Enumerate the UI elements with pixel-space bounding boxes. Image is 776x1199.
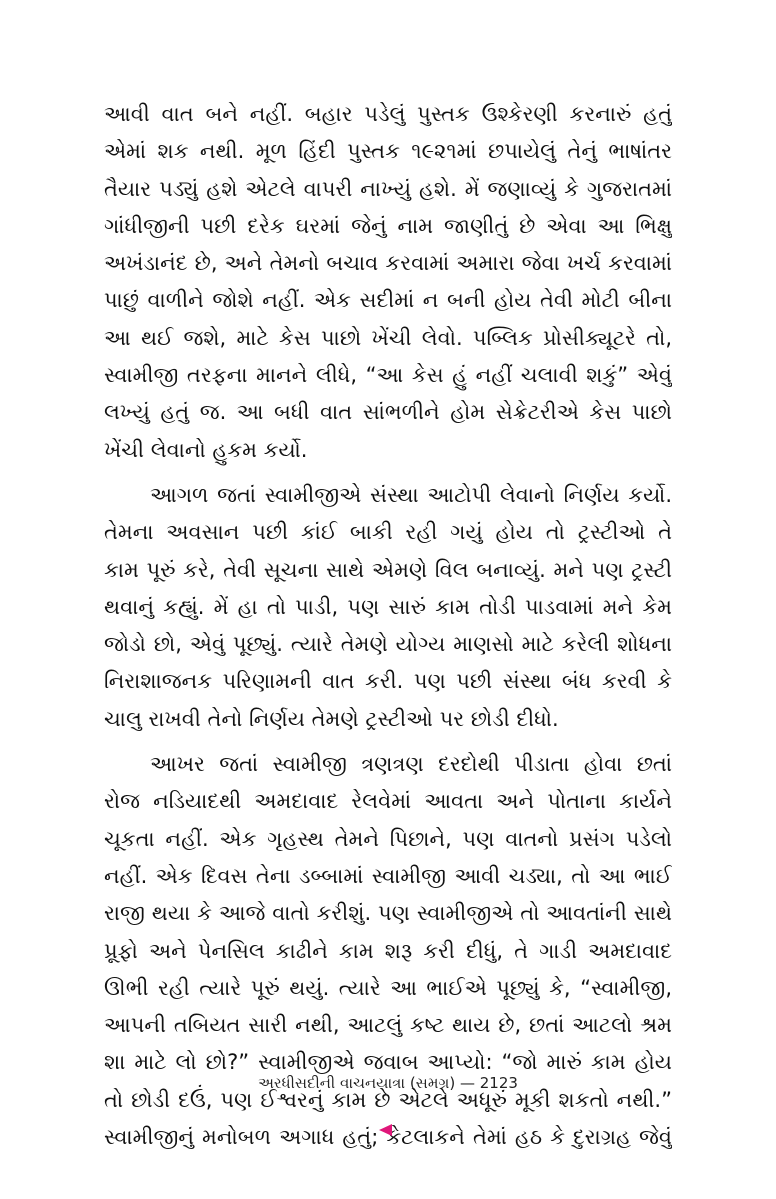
text-line: ખેંચી લેવાનો હુકમ કર્યો. (104, 437, 308, 462)
text-line: રાજી થયા કે આજે વાતો કરીશું. પણ સ્વામીજીએ તો આવતાંની સાથે (104, 901, 672, 926)
text-line: આખર જતાં સ્વામીજી ત્રણત્રણ દરદોથી પીડાતા હોવા છતાં (150, 752, 672, 777)
text-line: અખંડાનંદ છે, અને તેમનો બચાવ કરવામાં અમારા જેવા ખર્ચ કરવામાં (104, 251, 672, 276)
text-line: તેમના અવસાન પછી કાંઈ બાકી રહી ગયું હોય તો ટ્રસ્ટીઓ તે (104, 520, 672, 545)
text-line: સ્વામીજી તરફના માનને લીધે, “આ કેસ હું નહીં ચલાવી શકું” એવું (104, 363, 672, 388)
text-line: ચૂકતા નહીં. એક ગૃહસ્થ તેમને પિછાને, પણ વાતનો પ્રસંગ પડેલો (104, 826, 672, 851)
text-line: શા માટે લો છો?” સ્વામીજીએ જવાબ આપ્યો: “જો મારું કામ હોય (104, 1050, 672, 1075)
text-line: આપની તબિયત સારી નથી, આટલું કષ્ટ થાય છે, છતાં આટલો શ્રમ (104, 1013, 672, 1038)
text-line: આગળ જતાં સ્વામીજીએ સંસ્થા આટોપી લેવાનો નિર્ણય કર્યો. (150, 482, 672, 507)
page-footer: અરધીસદીની વાચનયાત્રા (સમગ્ર) — 2123 (258, 1074, 518, 1092)
paragraph-3 (104, 746, 672, 1156)
text-line: ઊભી રહી ત્યારે પૂરું થયું. ત્યારે આ ભાઈએ પૂછ્યું કે, “સ્વામીજી, (104, 975, 672, 1000)
paragraph-spacer (104, 738, 672, 746)
text-line: આવી વાત બને નહીં. બહાર પડેલું પુસ્તક ઉશ્કેરણી કરનારું હતું (104, 102, 672, 126)
page-body (104, 96, 672, 1156)
paragraph-2 (104, 477, 672, 738)
text-line: તો છોડી દઉં, પણ ઈશ્વરનું કામ છે એટલે અધૂરું મૂકી શકતો નથી.” (104, 1087, 672, 1112)
text-line: થવાનું કહ્યું. મેં હા તો પાડી, પણ સારું કામ તોડી પાડવામાં મને કેમ (104, 594, 672, 619)
text-line: તૈયાર પડ્યું હશે એટલે વાપરી નાખ્યું હશે. મેં જણાવ્યું કે ગુજરાતમાં (104, 176, 672, 201)
text-line: પ્રૂફો અને પેનસિલ કાઢીને કામ શરૂ કરી દીધું, તે ગાડી અમદાવાદ (104, 938, 672, 963)
paragraph-1 (104, 96, 672, 469)
text-line: ગાંધીજીની પછી દરેક ઘરમાં જેનું નામ જાણીતું છે એવા આ ભિક્ષુ (104, 213, 672, 238)
text-line: લખ્યું હતું જ. આ બધી વાત સાંભળીને હોમ સેક્રેટરીએ કેસ પાછો (104, 400, 672, 425)
text-line: જોડો છો, એવું પૂછ્યું. ત્યારે તેમણે યોગ્ય માણસો માટે કરેલી શોધના (104, 632, 672, 657)
text-line: સ્વામીજીનું મનોબળ અગાધ હતું; કેટલાકને તેમાં હઠ કે દુરાગ્રહ જેવું (104, 1125, 672, 1150)
text-line: નહીં. એક દિવસ તેના ડબ્બામાં સ્વામીજી આવી ચડ્યા, તો આ ભાઈ (104, 863, 672, 888)
paragraph-spacer (104, 469, 672, 477)
text-line: ચાલુ રાખવી તેનો નિર્ણય તેમણે ટ્રસ્ટીઓ પર છોડી દીધો. (104, 706, 559, 731)
text-line: નિરાશાજનક પરિણામની વાત કરી. પણ પછી સંસ્થા બંધ કરવી કે (104, 669, 672, 694)
text-line: પાછું વાળીને જોશે નહીં. એક સદીમાં ન બની હોય તેવી મોટી બીના (104, 288, 672, 313)
text-line: કામ પૂરું કરે, તેવી સૂચના સાથે એમણે વિલ બનાવ્યું. મને પણ ટ્રસ્ટી (104, 557, 672, 582)
text-line: રોજ નડિયાદથી અમદાવાદ રેલવેમાં આવતા અને પોતાના કાર્યને (104, 789, 672, 814)
previous-page-arrow-icon[interactable] (379, 1124, 392, 1136)
text-line: એમાં શક નથી. મૂળ હિંદી પુસ્તક ૧૯૨૧માં છપાયેલું તેનું ભાષાંતર (104, 139, 672, 164)
text-line: આ થઈ જશે, માટે કેસ પાછો ખેંચી લેવો. પબ્લિક પ્રોસીક્યૂટરે તો, (104, 325, 672, 350)
